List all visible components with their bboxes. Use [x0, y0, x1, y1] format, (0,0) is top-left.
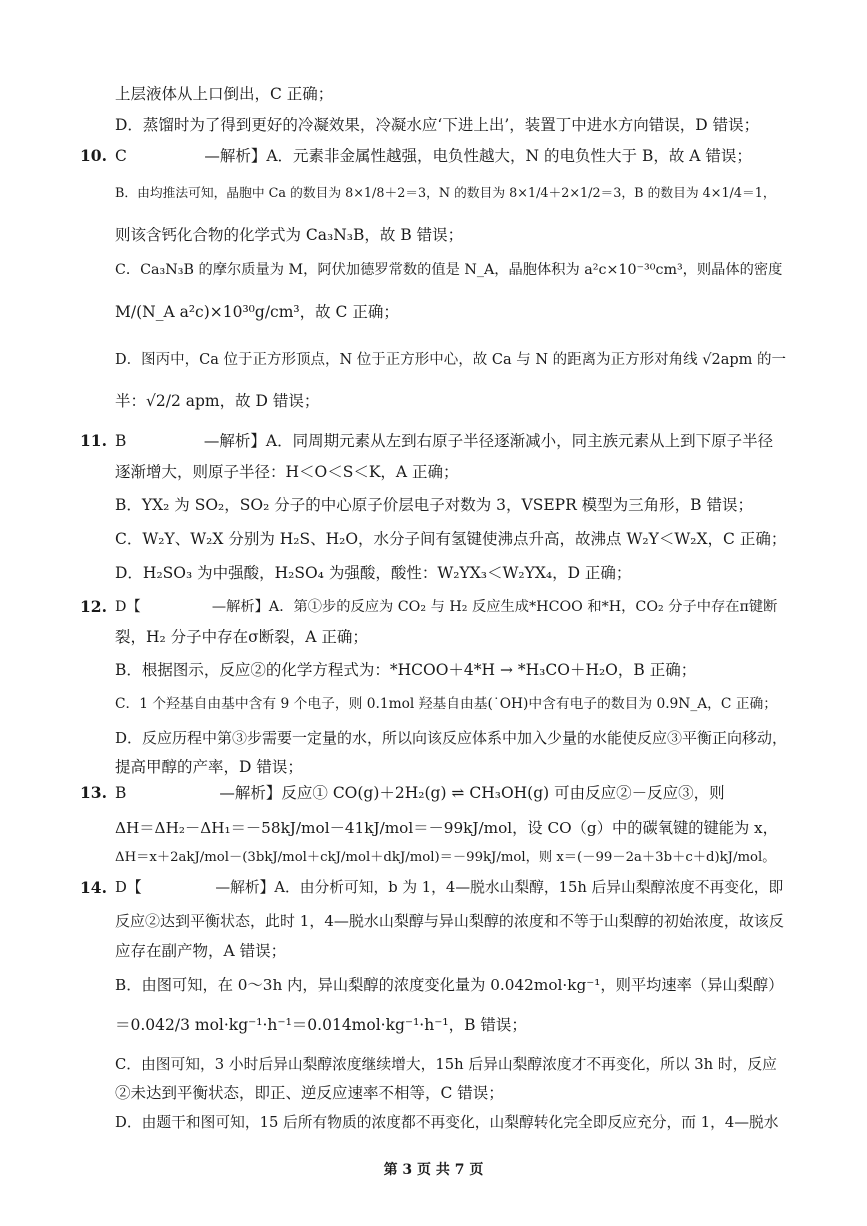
- text-line: B．由图可知，在 0～3h 内，异山梨醇的浓度变化量为 0.042mol·kg⁻¹，则平均速率（异山梨醇）: [115, 976, 784, 994]
- question-number-11: 11.: [80, 431, 107, 450]
- text-line: 则该含钙化合物的化学式为 Ca₃N₃B，故 B 错误；: [115, 226, 464, 244]
- text-line: 裂，H₂ 分子中存在σ断裂，A 正确；: [115, 628, 368, 646]
- text-line: C．Ca₃N₃B 的摩尔质量为 M，阿伏加德罗常数的值是 N_A，晶胞体积为 a²c×10⁻³⁰cm³，则晶体的密度: [115, 262, 783, 278]
- text-line: ②未达到平衡状态，即正、逆反应速率不相等，C 错误；: [115, 1084, 504, 1102]
- text-line: C —解析】A．元素非金属性越强，电负性越大，N 的电负性大于 B，故 A 错误；: [115, 147, 752, 165]
- text-line: ΔH＝x＋2akJ/mol－(3bkJ/mol＋ckJ/mol＋dkJ/mol)＝－99kJ/mol，则 x＝(－99－2a＋3b＋c＋d)kJ/mol。: [115, 850, 776, 865]
- text-line: D．反应历程中第③步需要一定量的水，所以向该反应体系中加入少量的水能使反应③平衡正向移动，: [115, 729, 788, 747]
- text-line: ΔH＝ΔH₂－ΔH₁＝－58kJ/mol－41kJ/mol＝－99kJ/mol，设 CO（g）中的碳氧键的键能为 x，: [115, 819, 778, 837]
- text-line: B．YX₂ 为 SO₂，SO₂ 分子的中心原子价层电子对数为 3，VSEPR 模型为三角形，B 错误；: [115, 496, 753, 514]
- question-number-14: 14.: [80, 878, 107, 897]
- text-line: D．由题干和图可知，15 后所有物质的浓度都不再变化，山梨醇转化完全即反应充分，而 1，4—脱水: [115, 1114, 779, 1131]
- text-line: D．图丙中，Ca 位于正方形顶点，N 位于正方形中心，故 Ca 与 N 的距离为正方形对角线 √2apm 的一: [115, 352, 786, 368]
- text-line: D【 —解析】A．由分析可知，b 为 1，4—脱水山梨醇，15h 后异山梨醇浓度不再变化，即: [115, 879, 784, 896]
- text-line: ＝0.042/3 mol·kg⁻¹·h⁻¹＝0.014mol·kg⁻¹·h⁻¹，B 错误；: [115, 1016, 527, 1034]
- question-number-10: 10.: [80, 146, 107, 165]
- text-line: B．由均推法可知，晶胞中 Ca 的数目为 8×1/8＋2＝3，N 的数目为 8×1/4＋2×1/2＝3，B 的数目为 4×1/4＝1，: [115, 186, 776, 201]
- text-line: C．由图可知，3 小时后异山梨醇浓度继续增大，15h 后异山梨醇浓度才不再变化，所以 3h 时，反应: [115, 1056, 777, 1073]
- text-line: 半：√2/2 apm，故 D 错误；: [115, 392, 320, 410]
- text-line: D．蒸馏时为了得到更好的冷凝效果，冷凝水应‘下进上出’，装置丁中进水方向错误，D 错误；: [115, 116, 760, 134]
- text-line: 提高甲醇的产率，D 错误；: [115, 758, 303, 776]
- text-line: M/(N_A a²c)×10³⁰g/cm³，故 C 正确；: [115, 303, 399, 321]
- question-number-12: 12.: [80, 597, 107, 616]
- text-line: C．1 个羟基自由基中含有 9 个电子，则 0.1mol 羟基自由基(˙OH)中含有电子的数目为 0.9N_A，C 正确；: [115, 696, 778, 712]
- question-number-13: 13.: [80, 783, 107, 802]
- text-line: 上层液体从上口倒出，C 正确；: [115, 85, 334, 103]
- page-footer: 第 3 页 共 7 页: [383, 1162, 484, 1178]
- text-line: B．根据图示，反应②的化学方程式为：*HCOO＋4*H → *H₃CO＋H₂O，B 正确；: [115, 661, 697, 679]
- text-line: C．W₂Y、W₂X 分别为 H₂S、H₂O，水分子间有氢键使沸点升高，故沸点 W₂Y＜W₂X，C 正确；: [115, 530, 787, 548]
- text-line: D【 —解析】A．第①步的反应为 CO₂ 与 H₂ 反应生成*HCOO 和*H，CO₂ 分子中存在π键断: [115, 599, 778, 615]
- text-line: 反应②达到平衡状态，此时 1，4—脱水山梨醇与异山梨醇的浓度和不等于山梨醇的初始浓度，故该反: [115, 912, 784, 930]
- text-line: D．H₂SO₃ 为中强酸，H₂SO₄ 为强酸，酸性：W₂YX₃＜W₂YX₄，D 正确；: [115, 564, 632, 582]
- text-line: B —解析】A．同周期元素从左到右原子半径逐渐减小，同主族元素从上到下原子半径: [115, 432, 774, 450]
- text-line: 逐渐增大，则原子半径：H＜O＜S＜K，A 正确；: [115, 463, 459, 481]
- text-line: 应存在副产物，A 错误；: [115, 942, 287, 960]
- text-line: B —解析】反应① CO(g)＋2H₂(g) ⇌ CH₃OH(g) 可由反应②－反应③，则: [115, 784, 725, 802]
